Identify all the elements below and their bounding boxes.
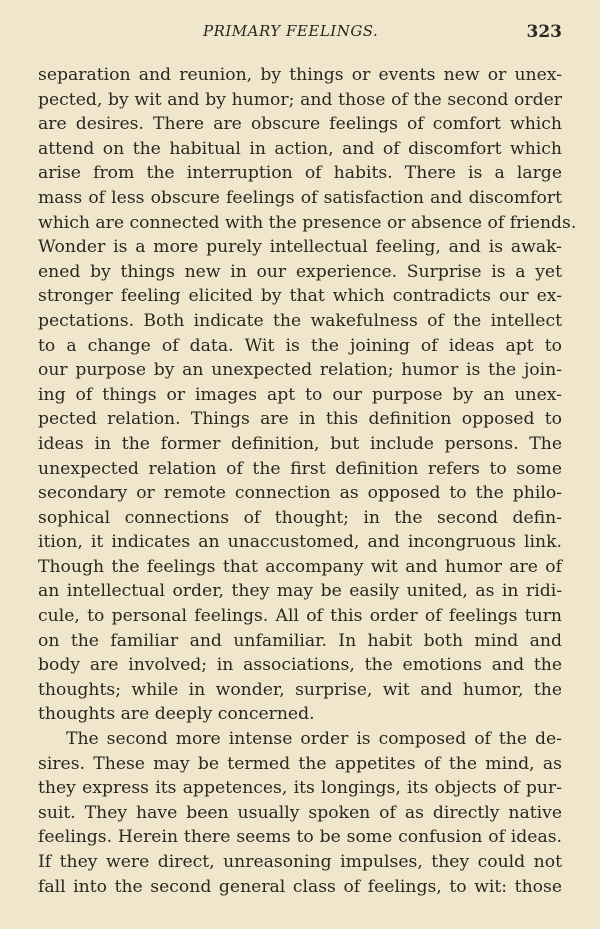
page-header <box>38 22 562 48</box>
text-line: Wonder is a more purely intellectual feeling, and is awak- <box>38 237 562 258</box>
text-line: ition, it indicates an unaccustomed, and incongruous link. <box>38 532 562 553</box>
text-line: thoughts; while in wonder, surprise, wit and humor, the <box>38 679 562 700</box>
text-line: ened by things new in our experience. Surprise is a yet <box>38 261 562 282</box>
text-line: pected relation. Things are in this definition opposed to <box>38 409 562 430</box>
text-line: to a change of data. Wit is the joining of ideas apt to <box>38 335 562 356</box>
text-line: cule, to personal feelings. All of this order of feelings turn <box>38 606 562 627</box>
text-line: ing of things or images apt to our purpose by an unex- <box>38 384 562 405</box>
text-line: If they were direct, unreasoning impulses, they could not <box>38 852 562 872</box>
text-line: they express its appetences, its longings, its objects of pur- <box>38 778 562 799</box>
text-line: sires. These may be termed the appetites of the mind, as <box>38 753 562 774</box>
text-line: stronger feeling elicited by that which contradicts our ex- <box>38 286 562 307</box>
running-title: PRIMARY FEELINGS. <box>203 22 379 40</box>
text-line: unexpected relation of the first definition refers to some <box>38 458 562 479</box>
text-line: suit. They have been usually spoken of as directly native <box>38 802 562 823</box>
text-line: feelings. Herein there seems to be some confusion of ideas. <box>38 827 562 848</box>
text-line: Though the feelings that accompany wit and humor are of <box>38 556 562 577</box>
page-body-text <box>38 63 577 899</box>
text-line: thoughts are deeply concerned. <box>38 704 315 725</box>
text-line: are desires. There are obscure feelings of comfort which <box>38 114 562 135</box>
text-line: on the familiar and unfamiliar. In habit both mind and <box>38 630 562 651</box>
text-line: arise from the interruption of habits. There is a large <box>38 163 562 184</box>
text-line: which are connected with the presence or absence of friends. <box>38 212 577 233</box>
text-line: body are involved; in associations, the emotions and the <box>38 655 562 676</box>
text-line: separation and reunion, by things or events new or unex- <box>38 65 562 85</box>
text-line: ideas in the former definition, but include persons. The <box>38 433 562 454</box>
text-line: sophical connections of thought; in the second defin- <box>38 507 562 528</box>
text-line: pectations. Both indicate the wakefulness of the intellect <box>38 310 562 331</box>
text-line: secondary or remote connection as opposed to the philo- <box>38 483 562 504</box>
text-line: our purpose by an unexpected relation; humor is the join- <box>38 360 562 381</box>
text-line: an intellectual order, they may be easily united, as in ridi- <box>38 581 562 602</box>
text-line: attend on the habitual in action, and of discomfort which <box>38 138 562 159</box>
text-line: The second more intense order is composed of the de- <box>66 729 562 750</box>
page-number: 323 <box>526 22 562 42</box>
text-line: mass of less obscure feelings of satisfaction and discomfort <box>38 187 562 208</box>
text-line: fall into the second general class of feelings, to wit: those <box>38 876 562 897</box>
text-line: pected, by wit and by humor; and those of the second order <box>38 89 562 110</box>
